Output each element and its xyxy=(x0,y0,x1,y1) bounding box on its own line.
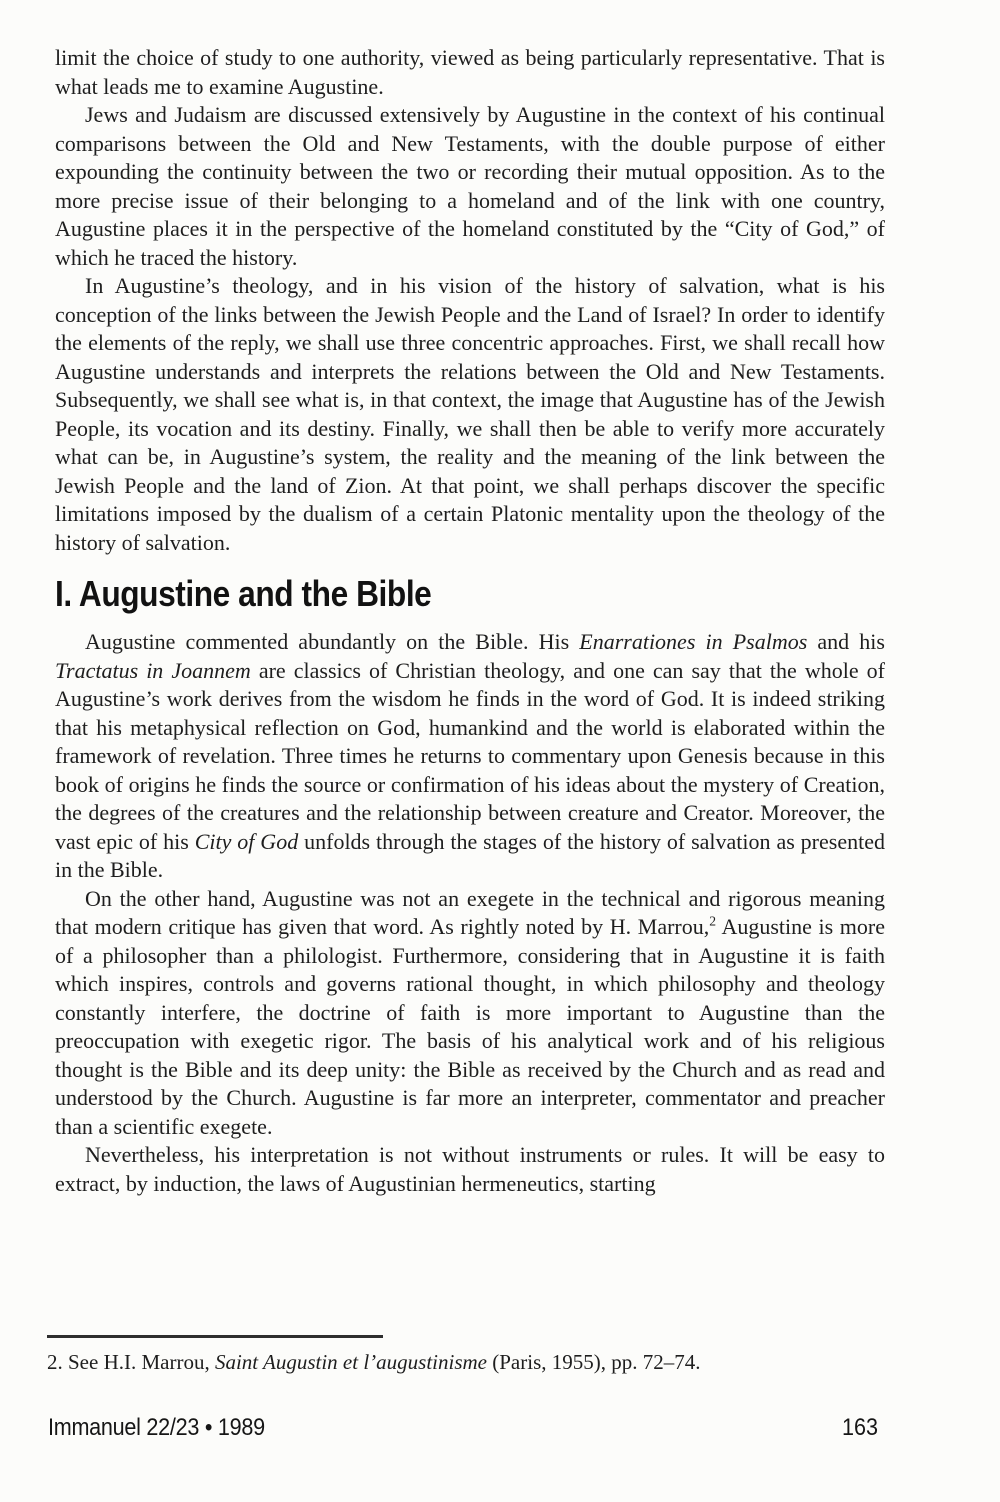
section-heading-text: I. Augustine and the Bible xyxy=(55,573,432,614)
journal-footer-label: Immanuel 22/23 • 1989 xyxy=(48,1414,265,1441)
paragraph: Nevertheless, his interpretation is not without instruments or rules. It will be easy to extract, by induction, the laws of Augustinian hermeneutics, starting xyxy=(55,1142,885,1196)
section-heading xyxy=(55,575,885,613)
paragraph: Augustine commented abundantly on the Bible. His Enarrationes in Psalmos and his Tractatus in Joannem are classics of Christian theology, and one can say that the whole of Augustine’s work derives from the wisdom he finds in the word of God. It is indeed striking that his metaphysical reflection on God, humankind and the world is elaborated within the framework of revelation. Three times he returns to commentary upon Genesis because in this book of origins he finds the source or confirmation of his ideas about the mystery of Creation, the degrees of the creatures and the relationship between creature and Creator. Moreover, the vast epic of his City of God unfolds through the stages of the history of salvation as presented in the Bible. xyxy=(55,629,885,882)
footnote xyxy=(47,1349,867,1376)
paragraph: In Augustine’s theology, and in his vision of the history of salvation, what is his conception of the links between the Jewish People and the Land of Israel? In order to identify the elements of the reply, we shall use three concentric approaches. First, we shall recall how Augustine understands and interprets the relations between the Old and New Testaments. Subsequently, we shall see what is, in that context, the image that Augustine has of the Jewish People, its vocation and its destiny. Finally, we shall then be able to verify more accurately what can be, in Augustine’s system, the reality and the meaning of the link between the Jewish People and the land of Zion. At that point, we shall perhaps discover the specific limitations imposed by the dualism of a certain Platonic mentality upon the theology of the history of salvation. xyxy=(55,273,885,555)
footnote-separator xyxy=(47,1335,383,1338)
paragraph: On the other hand, Augustine was not an exegete in the technical and rigorous meaning that modern critique has given that word. As rightly noted by H. Marrou,$^2$ Augustine is more of a philosopher than a philologist. Furthermore, considering that in Augustine it is faith which inspires, controls and governs rational thought, in which philosophy and theology constantly interfere, the doctrine of faith is more important to Augustine than the preoccupation with exegetic rigor. The basis of his analytical work and of his religious thought is the Bible and its deep unity: the Bible as received by the Church and as read and understood by the Church. Augustine is far more an interpreter, commentator and preacher than a scientific exegete. xyxy=(55,885,885,1139)
paragraph: limit the choice of study to one authority, viewed as being particularly representative. That is what leads me to examine Augustine. xyxy=(55,45,885,99)
article-body xyxy=(55,44,885,1198)
paragraph: Jews and Judaism are discussed extensively by Augustine in the context of his continual comparisons between the Old and New Testaments, with the double purpose of either expounding the continuity between the two or recording their mutual opposition. As to the more precise issue of their belonging to a homeland and of the link with one country, Augustine places it in the perspective of the homeland constituted by the “City of God,” of which he traced the history. xyxy=(55,102,885,270)
page-footer xyxy=(48,1414,878,1442)
page-number: 163 xyxy=(841,1414,878,1441)
footnote-text: 2. See H.I. Marrou, Saint Augustin et l’augustinisme (Paris, 1955), pp. 72–74. xyxy=(47,1350,701,1374)
